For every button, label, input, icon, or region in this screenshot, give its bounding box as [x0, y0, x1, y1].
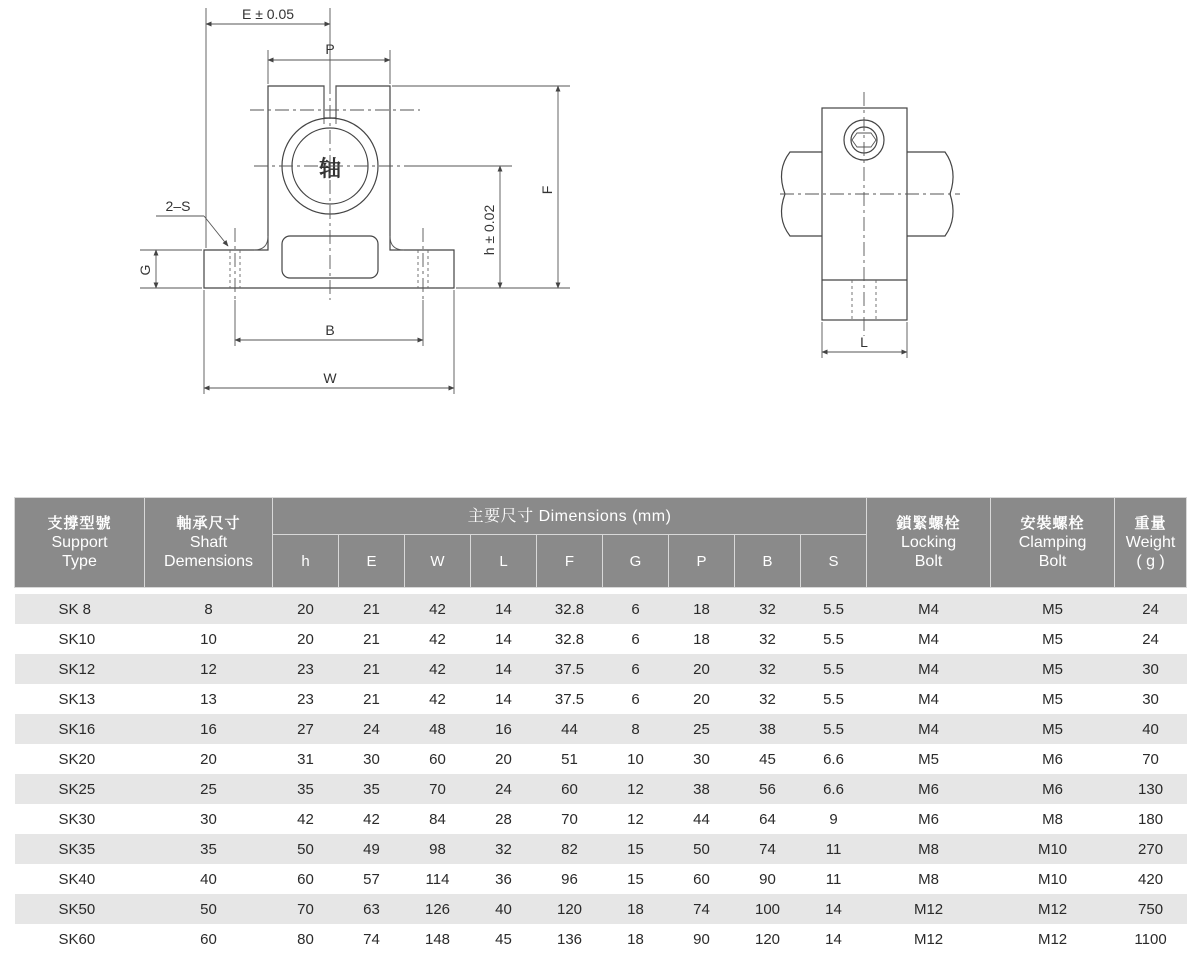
cell-g: 6: [603, 684, 669, 714]
cell-g: 10: [603, 744, 669, 774]
cell-s: 5.5: [801, 594, 867, 624]
cell-f: 51: [537, 744, 603, 774]
cell-h: 50: [273, 834, 339, 864]
table-row: [15, 654, 1187, 684]
cell-locking: M4: [867, 624, 991, 654]
cell-f: 96: [537, 864, 603, 894]
cell-type: SK 8: [15, 594, 145, 624]
cell-g: 18: [603, 894, 669, 924]
cell-type: SK16: [15, 714, 145, 744]
cell-p: 44: [669, 804, 735, 834]
front-view: [137, 6, 570, 394]
cell-h: 35: [273, 774, 339, 804]
cell-h: 20: [273, 624, 339, 654]
cell-w: 42: [405, 684, 471, 714]
cell-w: 60: [405, 744, 471, 774]
cell-b: 32: [735, 624, 801, 654]
cell-w: 48: [405, 714, 471, 744]
header-dim-g: G: [603, 535, 669, 588]
cell-s: 6.6: [801, 774, 867, 804]
cell-l: 14: [471, 684, 537, 714]
cell-shaft: 20: [145, 744, 273, 774]
dim-l-label: L: [860, 334, 868, 350]
cell-p: 20: [669, 684, 735, 714]
cell-shaft: 12: [145, 654, 273, 684]
cell-clamping: M5: [991, 714, 1115, 744]
cell-e: 42: [339, 804, 405, 834]
cell-f: 60: [537, 774, 603, 804]
header-dim-s: S: [801, 535, 867, 588]
table-row: [15, 894, 1187, 924]
cell-l: 40: [471, 894, 537, 924]
cell-locking: M8: [867, 864, 991, 894]
cell-shaft: 16: [145, 714, 273, 744]
cell-g: 6: [603, 594, 669, 624]
cell-h: 31: [273, 744, 339, 774]
cell-weight: 270: [1115, 834, 1187, 864]
cell-shaft: 30: [145, 804, 273, 834]
header-dimensions-group: 主要尺寸 Dimensions (mm): [273, 498, 867, 535]
dim-h-label: h ± 0.02: [481, 204, 497, 256]
dim-e-label: E ± 0.05: [241, 6, 295, 22]
cell-s: 5.5: [801, 654, 867, 684]
cell-shaft: 13: [145, 684, 273, 714]
cell-w: 42: [405, 594, 471, 624]
cell-locking: M12: [867, 924, 991, 954]
cell-locking: M6: [867, 804, 991, 834]
cell-h: 80: [273, 924, 339, 954]
cell-g: 8: [603, 714, 669, 744]
cell-w: 98: [405, 834, 471, 864]
cell-b: 90: [735, 864, 801, 894]
header-weight: 重量 Weight ( g ): [1115, 498, 1187, 588]
cell-clamping: M5: [991, 624, 1115, 654]
cell-type: SK25: [15, 774, 145, 804]
table-row: [15, 744, 1187, 774]
cell-w: 42: [405, 624, 471, 654]
dim-b-label: B: [325, 322, 335, 338]
cell-b: 64: [735, 804, 801, 834]
header-dim-h: h: [273, 535, 339, 588]
cell-l: 14: [471, 624, 537, 654]
cell-locking: M12: [867, 894, 991, 924]
cell-h: 23: [273, 654, 339, 684]
cell-l: 24: [471, 774, 537, 804]
cell-f: 136: [537, 924, 603, 954]
cell-shaft: 25: [145, 774, 273, 804]
cell-clamping: M10: [991, 834, 1115, 864]
cell-weight: 70: [1115, 744, 1187, 774]
cell-locking: M8: [867, 834, 991, 864]
cell-type: SK20: [15, 744, 145, 774]
spec-table-body: [15, 588, 1187, 955]
cell-l: 16: [471, 714, 537, 744]
cell-weight: 130: [1115, 774, 1187, 804]
cell-e: 63: [339, 894, 405, 924]
dim-p-label: P: [325, 41, 335, 57]
cell-h: 42: [273, 804, 339, 834]
cell-weight: 40: [1115, 714, 1187, 744]
cell-type: SK50: [15, 894, 145, 924]
side-block: [822, 108, 907, 320]
cell-shaft: 50: [145, 894, 273, 924]
cell-clamping: M6: [991, 774, 1115, 804]
cell-type: SK35: [15, 834, 145, 864]
shaft-label: 轴: [318, 156, 342, 181]
cell-e: 21: [339, 624, 405, 654]
table-row: [15, 924, 1187, 954]
cell-p: 90: [669, 924, 735, 954]
table-row: [15, 774, 1187, 804]
cell-weight: 1100: [1115, 924, 1187, 954]
dim-g-label: G: [137, 264, 153, 276]
cell-e: 21: [339, 684, 405, 714]
header-locking-bolt: 鎖緊螺栓 Locking Bolt: [867, 498, 991, 588]
cell-h: 70: [273, 894, 339, 924]
cell-type: SK12: [15, 654, 145, 684]
cell-g: 15: [603, 864, 669, 894]
cell-h: 27: [273, 714, 339, 744]
table-row: [15, 864, 1187, 894]
cell-f: 82: [537, 834, 603, 864]
header-dim-b: B: [735, 535, 801, 588]
cell-clamping: M12: [991, 924, 1115, 954]
cell-l: 14: [471, 594, 537, 624]
cell-b: 100: [735, 894, 801, 924]
cell-w: 70: [405, 774, 471, 804]
cell-w: 114: [405, 864, 471, 894]
header-dim-w: W: [405, 535, 471, 588]
cell-e: 24: [339, 714, 405, 744]
cell-e: 21: [339, 654, 405, 684]
cell-type: SK10: [15, 624, 145, 654]
cell-p: 18: [669, 624, 735, 654]
cell-h: 60: [273, 864, 339, 894]
cell-p: 60: [669, 864, 735, 894]
cell-e: 74: [339, 924, 405, 954]
cell-p: 18: [669, 594, 735, 624]
cell-e: 30: [339, 744, 405, 774]
header-dim-p: P: [669, 535, 735, 588]
cell-s: 5.5: [801, 624, 867, 654]
cell-f: 32.8: [537, 594, 603, 624]
cell-type: SK30: [15, 804, 145, 834]
cell-locking: M4: [867, 714, 991, 744]
header-clamping-bolt: 安裝螺栓 Clamping Bolt: [991, 498, 1115, 588]
cell-b: 32: [735, 594, 801, 624]
cell-e: 35: [339, 774, 405, 804]
cell-p: 74: [669, 894, 735, 924]
cell-f: 120: [537, 894, 603, 924]
cell-f: 44: [537, 714, 603, 744]
cell-s: 6.6: [801, 744, 867, 774]
cell-clamping: M5: [991, 594, 1115, 624]
cell-p: 50: [669, 834, 735, 864]
cell-s: 14: [801, 894, 867, 924]
cell-type: SK13: [15, 684, 145, 714]
cell-clamping: M12: [991, 894, 1115, 924]
cell-f: 32.8: [537, 624, 603, 654]
header-support-type: 支撐型號 Support Type: [15, 498, 145, 588]
cell-g: 6: [603, 624, 669, 654]
cell-locking: M4: [867, 594, 991, 624]
cell-e: 21: [339, 594, 405, 624]
cell-weight: 750: [1115, 894, 1187, 924]
cell-shaft: 60: [145, 924, 273, 954]
cell-l: 28: [471, 804, 537, 834]
cell-b: 56: [735, 774, 801, 804]
header-dim-e: E: [339, 535, 405, 588]
cell-type: SK60: [15, 924, 145, 954]
cell-l: 32: [471, 834, 537, 864]
cell-weight: 180: [1115, 804, 1187, 834]
cell-p: 30: [669, 744, 735, 774]
dim-w-label: W: [323, 370, 337, 386]
table-row: [15, 684, 1187, 714]
table-row: [15, 804, 1187, 834]
cell-weight: 30: [1115, 654, 1187, 684]
cell-shaft: 40: [145, 864, 273, 894]
cell-h: 20: [273, 594, 339, 624]
cell-b: 120: [735, 924, 801, 954]
cell-s: 11: [801, 864, 867, 894]
cell-h: 23: [273, 684, 339, 714]
cell-locking: M4: [867, 654, 991, 684]
cell-g: 12: [603, 804, 669, 834]
table-row: [15, 834, 1187, 864]
cell-s: 5.5: [801, 684, 867, 714]
table-row: [15, 624, 1187, 654]
cell-weight: 30: [1115, 684, 1187, 714]
cell-w: 126: [405, 894, 471, 924]
cell-b: 74: [735, 834, 801, 864]
cell-f: 37.5: [537, 684, 603, 714]
header-dim-l: L: [471, 535, 537, 588]
cell-l: 20: [471, 744, 537, 774]
cell-e: 49: [339, 834, 405, 864]
table-row: [15, 714, 1187, 744]
cell-g: 6: [603, 654, 669, 684]
cell-g: 12: [603, 774, 669, 804]
cell-locking: M6: [867, 774, 991, 804]
cell-shaft: 35: [145, 834, 273, 864]
cell-b: 38: [735, 714, 801, 744]
cell-b: 45: [735, 744, 801, 774]
cell-p: 20: [669, 654, 735, 684]
cell-l: 14: [471, 654, 537, 684]
cell-type: SK40: [15, 864, 145, 894]
cell-clamping: M10: [991, 864, 1115, 894]
cell-s: 14: [801, 924, 867, 954]
cell-shaft: 8: [145, 594, 273, 624]
cell-g: 15: [603, 834, 669, 864]
cell-s: 11: [801, 834, 867, 864]
cell-clamping: M8: [991, 804, 1115, 834]
technical-drawing: [0, 0, 1200, 470]
cell-l: 45: [471, 924, 537, 954]
cell-clamping: M5: [991, 654, 1115, 684]
cell-weight: 24: [1115, 624, 1187, 654]
dim-f-label: F: [539, 185, 555, 195]
cell-p: 38: [669, 774, 735, 804]
cell-weight: 24: [1115, 594, 1187, 624]
cell-b: 32: [735, 654, 801, 684]
cell-w: 42: [405, 654, 471, 684]
cell-shaft: 10: [145, 624, 273, 654]
cell-e: 57: [339, 864, 405, 894]
dim-s-label: 2–S: [165, 198, 191, 214]
cell-b: 32: [735, 684, 801, 714]
cell-s: 9: [801, 804, 867, 834]
cell-w: 148: [405, 924, 471, 954]
cell-l: 36: [471, 864, 537, 894]
spec-table: [14, 497, 1187, 954]
cell-w: 84: [405, 804, 471, 834]
table-row: [15, 594, 1187, 624]
cell-clamping: M6: [991, 744, 1115, 774]
cell-s: 5.5: [801, 714, 867, 744]
support-body-outline: [204, 86, 454, 288]
cell-g: 18: [603, 924, 669, 954]
cell-f: 37.5: [537, 654, 603, 684]
header-dim-f: F: [537, 535, 603, 588]
cell-clamping: M5: [991, 684, 1115, 714]
header-shaft-dimensions: 軸承尺寸 Shaft Demensions: [145, 498, 273, 588]
cell-f: 70: [537, 804, 603, 834]
cell-locking: M5: [867, 744, 991, 774]
side-view: [780, 92, 960, 358]
cell-weight: 420: [1115, 864, 1187, 894]
cell-p: 25: [669, 714, 735, 744]
cell-locking: M4: [867, 684, 991, 714]
